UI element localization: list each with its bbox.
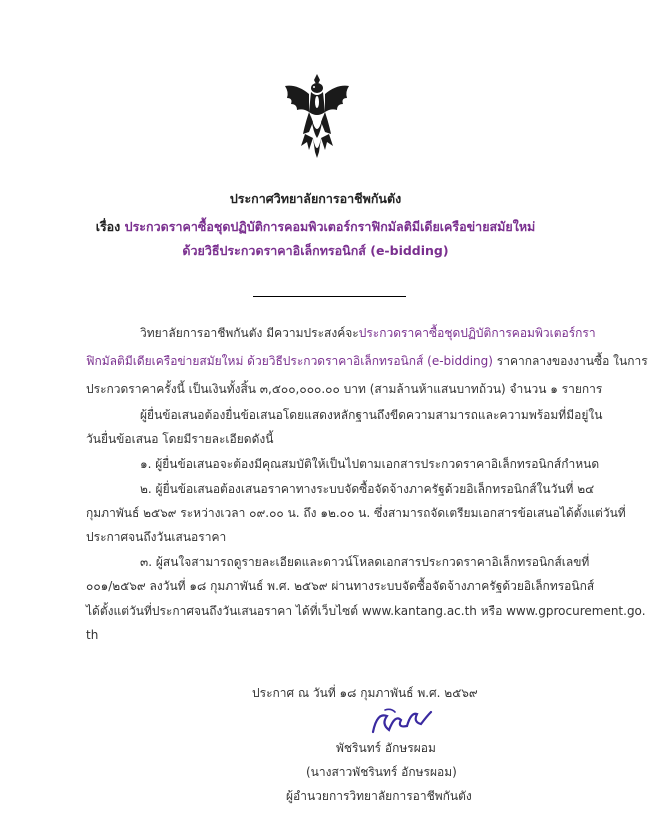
p1-text-c: ราคากลางของงานซื้อ ในการ — [492, 354, 648, 368]
paragraph-2-line-1: ผู้ยื่นข้อเสนอต้องยื่นข้อเสนอโดยแสดงหลักฐานถึงขีดความสามารถและความพร้อมที่มีอยู่ใน — [140, 408, 603, 422]
item-3-line-1: ๓. ผู้สนใจสามารถดูรายละเอียดและดาวน์โหลดเอกสารประกวดราคาอิเล็กทรอนิกส์เลขที่ — [140, 555, 590, 569]
subject-line-2: ด้วยวิธีประกวดราคาอิเล็กทรอนิกส์ (e-bidding) — [182, 243, 449, 258]
item-3-line-4: th — [86, 628, 99, 642]
p1-text-a: วิทยาลัยการอาชีพกันตัง มีความประสงค์จะ — [140, 326, 359, 340]
signer-name: พัชรินทร์ อักษรผอม — [336, 741, 436, 755]
subject-label: เรื่อง — [95, 219, 121, 234]
announcement-title: ประกาศวิทยาลัยการอาชีพกันตัง — [229, 191, 402, 206]
p1-text-b: ประกวดราคาซื้อชุดปฏิบัติการคอมพิวเตอร์กรา — [358, 326, 596, 340]
paragraph-2-line-2: วันยื่นข้อเสนอ โดยมีรายละเอียดดังนี้ — [86, 432, 274, 446]
item-1: ๑. ผู้ยื่นข้อเสนอจะต้องมีคุณสมบัติให้เป็นไปตามเอกสารประกวดราคาอิเล็กทรอนิกส์กำหนด — [140, 457, 600, 471]
announcement-date: ประกาศ ณ วันที่ ๑๘ กุมภาพันธ์ พ.ศ. ๒๕๖๙ — [252, 686, 478, 700]
p1-item-name: ฟิกมัลติมีเดียเครือข่ายสมัยใหม่ ด้วยวิธีประกวดราคาอิเล็กทรอนิกส์ (e-bidding) — [86, 354, 493, 368]
paragraph-1-line-1 — [140, 325, 596, 341]
announcement-subject — [0, 219, 631, 235]
handwritten-signature — [367, 706, 437, 738]
paragraph-1-line-3: ประกวดราคาครั้งนี้ เป็นเงินทั้งสิ้น ๓,๕๐๐,๐๐๐.๐๐ บาท (สามล้านห้าแสนบาทถ้วน) จำนวน ๑ รายการ — [86, 382, 603, 396]
item-2-line-2: กุมภาพันธ์ ๒๕๖๙ ระหว่างเวลา ๐๙.๐๐ น. ถึง ๑๒.๐๐ น. ซึ่งสามารถจัดเตรียมเอกสารข้อเสนอได้ตั้งแต่วันที่ — [86, 506, 626, 520]
paragraph-1-line-2 — [86, 353, 648, 369]
divider — [253, 296, 406, 297]
item-3-line-2: ๐๐๑/๒๕๖๙ ลงวันที่ ๑๘ กุมภาพันธ์ พ.ศ. ๒๕๖๙ ผ่านทางระบบจัดซื้อจัดจ้างภาครัฐด้วยอิเล็กทรอนิกส์ — [86, 579, 595, 593]
item-2-line-3: ประกาศจนถึงวันเสนอราคา — [86, 530, 227, 544]
item-2-line-1: ๒. ผู้ยื่นข้อเสนอต้องเสนอราคาทางระบบจัดซื้อจัดจ้างภาครัฐด้วยอิเล็กทรอนิกส์ในวันที่ ๒๔ — [140, 482, 595, 496]
signer-title: ผู้อำนวยการวิทยาลัยการอาชีพกันตัง — [286, 789, 472, 803]
subject-line-1: ประกวดราคาซื้อชุดปฏิบัติการคอมพิวเตอร์กราฟิกมัลติมีเดียเครือข่ายสมัยใหม่ — [124, 219, 536, 234]
signer-full-name: (นางสาวพัชรินทร์ อักษรผอม) — [306, 765, 457, 779]
garuda-emblem — [283, 72, 351, 160]
item-3-line-3: ได้ตั้งแต่วันที่ประกาศจนถึงวันเสนอราคา ได้ที่เว็บไซต์ www.kantang.ac.th หรือ www.gprocurement.go. — [86, 604, 646, 618]
